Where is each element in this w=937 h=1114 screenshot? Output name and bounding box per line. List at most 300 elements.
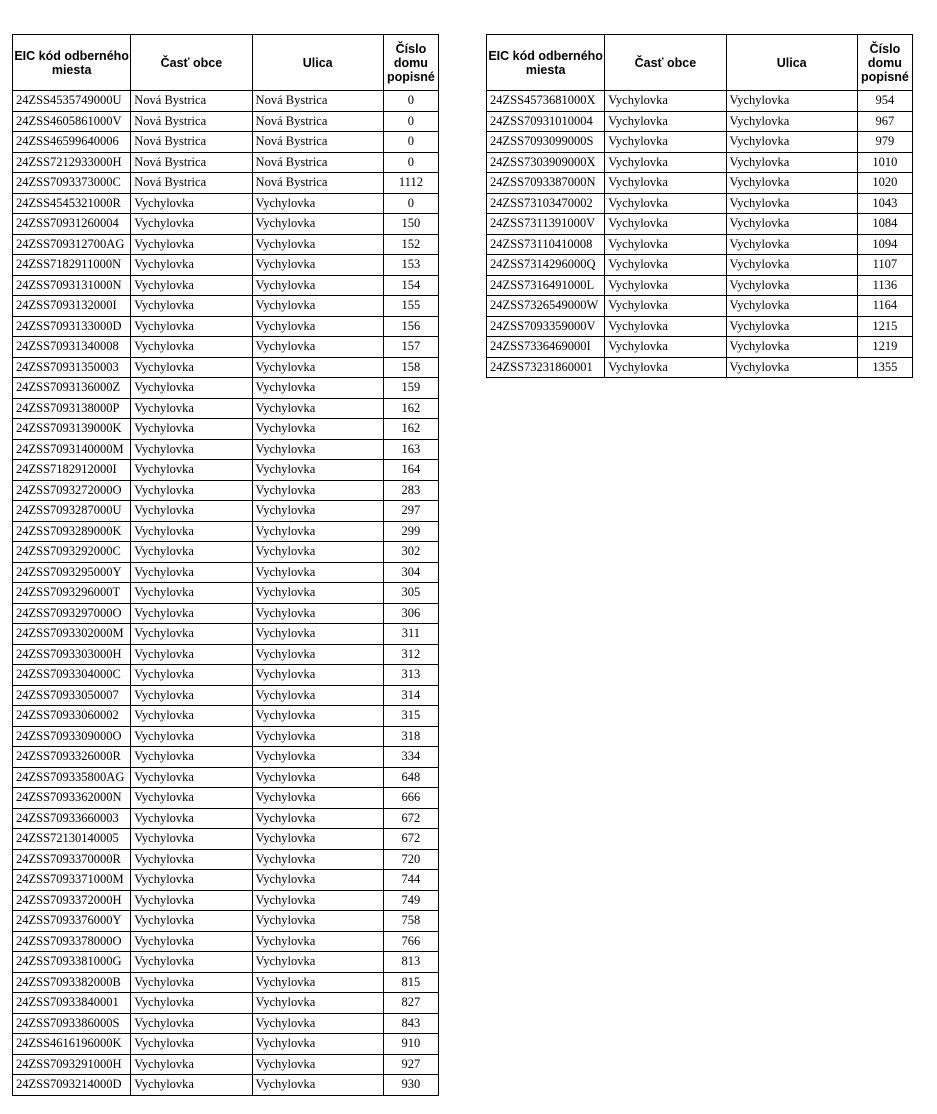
cell-part: Vychylovka	[131, 275, 252, 296]
cell-street: Vychylovka	[252, 726, 383, 747]
cell-part: Vychylovka	[131, 398, 252, 419]
table-row	[13, 808, 439, 829]
cell-number: 297	[383, 501, 438, 522]
cell-part: Vychylovka	[131, 357, 252, 378]
cell-street: Vychylovka	[252, 624, 383, 645]
cell-number: 672	[383, 808, 438, 829]
cell-street: Vychylovka	[252, 234, 383, 255]
cell-eic: 24ZSS4573681000X	[487, 91, 605, 112]
cell-eic: 24ZSS7093382000B	[13, 972, 131, 993]
cell-part: Vychylovka	[605, 234, 726, 255]
cell-street: Nová Bystrica	[252, 152, 383, 173]
cell-street: Vychylovka	[726, 234, 857, 255]
cell-number: 156	[383, 316, 438, 337]
cell-number: 0	[383, 152, 438, 173]
table-row	[13, 644, 439, 665]
table-row	[487, 111, 913, 132]
cell-number: 720	[383, 849, 438, 870]
cell-street: Vychylovka	[252, 296, 383, 317]
cell-eic: 24ZSS7093326000R	[13, 747, 131, 768]
cell-street: Vychylovka	[726, 173, 857, 194]
cell-number: 164	[383, 460, 438, 481]
header-eic: EIC kód odberného miesta	[13, 35, 131, 91]
cell-street: Vychylovka	[252, 480, 383, 501]
cell-eic: 24ZSS7093371000M	[13, 870, 131, 891]
cell-street: Nová Bystrica	[252, 111, 383, 132]
header-part: Časť obce	[131, 35, 252, 91]
cell-street: Vychylovka	[252, 808, 383, 829]
cell-number: 306	[383, 603, 438, 624]
cell-street: Vychylovka	[252, 1034, 383, 1055]
cell-street: Vychylovka	[252, 255, 383, 276]
cell-part: Vychylovka	[605, 111, 726, 132]
table-row	[13, 296, 439, 317]
cell-street: Vychylovka	[726, 316, 857, 337]
cell-part: Nová Bystrica	[131, 173, 252, 194]
cell-number: 163	[383, 439, 438, 460]
cell-number: 302	[383, 542, 438, 563]
cell-number: 299	[383, 521, 438, 542]
cell-number: 954	[857, 91, 912, 112]
cell-number: 1355	[857, 357, 912, 378]
cell-eic: 24ZSS7093292000C	[13, 542, 131, 563]
cell-number: 1020	[857, 173, 912, 194]
table-row	[13, 911, 439, 932]
cell-number: 758	[383, 911, 438, 932]
cell-eic: 24ZSS70933060002	[13, 706, 131, 727]
cell-number: 158	[383, 357, 438, 378]
cell-number: 0	[383, 193, 438, 214]
table-row	[13, 1013, 439, 1034]
cell-street: Vychylovka	[726, 296, 857, 317]
cell-part: Nová Bystrica	[131, 91, 252, 112]
cell-street: Nová Bystrica	[252, 91, 383, 112]
cell-number: 283	[383, 480, 438, 501]
cell-eic: 24ZSS72130140005	[13, 829, 131, 850]
cell-eic: 24ZSS7093373000C	[13, 173, 131, 194]
table-row	[487, 91, 913, 112]
cell-part: Vychylovka	[131, 460, 252, 481]
cell-street: Vychylovka	[726, 255, 857, 276]
cell-eic: 24ZSS7093386000S	[13, 1013, 131, 1034]
cell-part: Vychylovka	[131, 972, 252, 993]
cell-eic: 24ZSS7093295000Y	[13, 562, 131, 583]
cell-eic: 24ZSS70933840001	[13, 993, 131, 1014]
cell-eic: 24ZSS70931010004	[487, 111, 605, 132]
cell-street: Vychylovka	[252, 1054, 383, 1075]
cell-eic: 24ZSS70931340008	[13, 337, 131, 358]
cell-eic: 24ZSS4545321000R	[13, 193, 131, 214]
cell-street: Vychylovka	[252, 603, 383, 624]
cell-street: Vychylovka	[252, 337, 383, 358]
cell-number: 930	[383, 1075, 438, 1096]
cell-part: Vychylovka	[131, 911, 252, 932]
cell-eic: 24ZSS7093304000C	[13, 665, 131, 686]
cell-number: 315	[383, 706, 438, 727]
cell-number: 648	[383, 767, 438, 788]
cell-street: Vychylovka	[726, 193, 857, 214]
cell-part: Vychylovka	[605, 337, 726, 358]
table-body	[13, 91, 439, 1096]
cell-eic: 24ZSS7093296000T	[13, 583, 131, 604]
cell-part: Vychylovka	[131, 439, 252, 460]
table-row	[13, 316, 439, 337]
cell-street: Vychylovka	[252, 398, 383, 419]
cell-number: 666	[383, 788, 438, 809]
cell-street: Nová Bystrica	[252, 173, 383, 194]
cell-number: 827	[383, 993, 438, 1014]
cell-eic: 24ZSS7336469000I	[487, 337, 605, 358]
table-row	[13, 706, 439, 727]
cell-eic: 24ZSS73110410008	[487, 234, 605, 255]
cell-number: 843	[383, 1013, 438, 1034]
cell-street: Vychylovka	[252, 993, 383, 1014]
cell-street: Vychylovka	[252, 419, 383, 440]
table-row	[487, 357, 913, 378]
cell-part: Vychylovka	[131, 419, 252, 440]
table-row	[13, 521, 439, 542]
table-row	[13, 1075, 439, 1096]
table-row	[13, 419, 439, 440]
table-row	[13, 890, 439, 911]
cell-number: 967	[857, 111, 912, 132]
cell-part: Vychylovka	[131, 337, 252, 358]
cell-part: Vychylovka	[605, 255, 726, 276]
cell-street: Vychylovka	[252, 583, 383, 604]
cell-part: Vychylovka	[605, 316, 726, 337]
cell-part: Vychylovka	[131, 726, 252, 747]
cell-part: Nová Bystrica	[131, 152, 252, 173]
cell-part: Vychylovka	[131, 1054, 252, 1075]
cell-number: 150	[383, 214, 438, 235]
cell-number: 313	[383, 665, 438, 686]
cell-street: Vychylovka	[252, 460, 383, 481]
table-row	[13, 337, 439, 358]
cell-number: 910	[383, 1034, 438, 1055]
cell-eic: 24ZSS709312700AG	[13, 234, 131, 255]
table-row	[13, 111, 439, 132]
cell-part: Vychylovka	[131, 378, 252, 399]
cell-street: Vychylovka	[252, 193, 383, 214]
table-row	[13, 234, 439, 255]
cell-number: 162	[383, 398, 438, 419]
table-row	[487, 132, 913, 153]
cell-number: 749	[383, 890, 438, 911]
cell-street: Vychylovka	[252, 890, 383, 911]
cell-part: Vychylovka	[605, 193, 726, 214]
table-row	[13, 685, 439, 706]
cell-number: 305	[383, 583, 438, 604]
table-row	[13, 747, 439, 768]
cell-part: Vychylovka	[131, 214, 252, 235]
cell-eic: 24ZSS7093272000O	[13, 480, 131, 501]
cell-part: Vychylovka	[605, 214, 726, 235]
cell-part: Vychylovka	[131, 665, 252, 686]
cell-eic: 24ZSS7093132000I	[13, 296, 131, 317]
cell-number: 815	[383, 972, 438, 993]
table-row	[13, 665, 439, 686]
table-row	[487, 193, 913, 214]
cell-eic: 24ZSS7303909000X	[487, 152, 605, 173]
cell-eic: 24ZSS7314296000Q	[487, 255, 605, 276]
table-row	[13, 624, 439, 645]
cell-street: Vychylovka	[252, 501, 383, 522]
cell-number: 1136	[857, 275, 912, 296]
cell-number: 766	[383, 931, 438, 952]
cell-number: 162	[383, 419, 438, 440]
cell-number: 979	[857, 132, 912, 153]
cell-number: 1215	[857, 316, 912, 337]
cell-eic: 24ZSS73231860001	[487, 357, 605, 378]
cell-number: 154	[383, 275, 438, 296]
cell-part: Vychylovka	[131, 255, 252, 276]
cell-part: Vychylovka	[131, 316, 252, 337]
table-row	[13, 152, 439, 173]
cell-eic: 24ZSS7093099000S	[487, 132, 605, 153]
cell-number: 1219	[857, 337, 912, 358]
table-row	[13, 214, 439, 235]
table-row	[13, 767, 439, 788]
cell-number: 334	[383, 747, 438, 768]
table-row	[13, 398, 439, 419]
cell-part: Vychylovka	[605, 132, 726, 153]
table-header-row	[13, 35, 439, 91]
cell-eic: 24ZSS7093214000D	[13, 1075, 131, 1096]
table-row	[13, 501, 439, 522]
cell-street: Vychylovka	[252, 562, 383, 583]
cell-eic: 24ZSS70931350003	[13, 357, 131, 378]
cell-street: Vychylovka	[252, 706, 383, 727]
cell-number: 0	[383, 111, 438, 132]
cell-eic: 24ZSS7093303000H	[13, 644, 131, 665]
cell-eic: 24ZSS7326549000W	[487, 296, 605, 317]
table-row	[13, 439, 439, 460]
table-body	[487, 91, 913, 378]
cell-part: Vychylovka	[131, 644, 252, 665]
cell-street: Vychylovka	[252, 911, 383, 932]
cell-street: Vychylovka	[252, 767, 383, 788]
cell-eic: 24ZSS7093131000N	[13, 275, 131, 296]
cell-part: Vychylovka	[131, 685, 252, 706]
cell-number: 813	[383, 952, 438, 973]
cell-part: Vychylovka	[131, 562, 252, 583]
cell-eic: 24ZSS7093287000U	[13, 501, 131, 522]
cell-eic: 24ZSS70933050007	[13, 685, 131, 706]
cell-number: 672	[383, 829, 438, 850]
table-row	[13, 788, 439, 809]
cell-eic: 24ZSS7093359000V	[487, 316, 605, 337]
cell-eic: 24ZSS7093362000N	[13, 788, 131, 809]
cell-number: 318	[383, 726, 438, 747]
cell-eic: 24ZSS46599640006	[13, 132, 131, 153]
cell-part: Vychylovka	[131, 870, 252, 891]
cell-eic: 24ZSS7093289000K	[13, 521, 131, 542]
cell-number: 1094	[857, 234, 912, 255]
cell-street: Vychylovka	[252, 1075, 383, 1096]
table-row	[13, 931, 439, 952]
table-row	[13, 357, 439, 378]
cell-part: Vychylovka	[131, 788, 252, 809]
table-row	[13, 562, 439, 583]
cell-eic: 24ZSS7311391000V	[487, 214, 605, 235]
cell-part: Vychylovka	[605, 152, 726, 173]
cell-street: Vychylovka	[252, 214, 383, 235]
cell-street: Vychylovka	[726, 152, 857, 173]
cell-part: Vychylovka	[131, 1034, 252, 1055]
cell-street: Vychylovka	[726, 111, 857, 132]
cell-street: Vychylovka	[252, 788, 383, 809]
cell-part: Vychylovka	[131, 849, 252, 870]
cell-street: Vychylovka	[252, 439, 383, 460]
cell-part: Vychylovka	[131, 1013, 252, 1034]
cell-street: Vychylovka	[252, 542, 383, 563]
cell-street: Vychylovka	[726, 214, 857, 235]
cell-street: Vychylovka	[726, 132, 857, 153]
cell-number: 1010	[857, 152, 912, 173]
cell-number: 155	[383, 296, 438, 317]
cell-part: Vychylovka	[131, 193, 252, 214]
cell-part: Vychylovka	[131, 624, 252, 645]
cell-street: Vychylovka	[252, 972, 383, 993]
cell-number: 927	[383, 1054, 438, 1075]
table-row	[13, 255, 439, 276]
table-row	[13, 870, 439, 891]
cell-eic: 24ZSS7093309000O	[13, 726, 131, 747]
cell-number: 312	[383, 644, 438, 665]
cell-eic: 24ZSS7093387000N	[487, 173, 605, 194]
cell-number: 744	[383, 870, 438, 891]
cell-street: Vychylovka	[252, 1013, 383, 1034]
table-row	[13, 378, 439, 399]
cell-eic: 24ZSS709335800AG	[13, 767, 131, 788]
table-row	[487, 275, 913, 296]
table-row	[487, 255, 913, 276]
cell-number: 1107	[857, 255, 912, 276]
cell-eic: 24ZSS7093378000O	[13, 931, 131, 952]
table-row	[13, 849, 439, 870]
cell-number: 153	[383, 255, 438, 276]
cell-eic: 24ZSS70933660003	[13, 808, 131, 829]
cell-street: Vychylovka	[252, 644, 383, 665]
table-row	[487, 316, 913, 337]
cell-number: 0	[383, 91, 438, 112]
table-row	[13, 275, 439, 296]
cell-part: Vychylovka	[131, 521, 252, 542]
cell-eic: 24ZSS7093376000Y	[13, 911, 131, 932]
cell-street: Vychylovka	[726, 337, 857, 358]
cell-eic: 24ZSS4605861000V	[13, 111, 131, 132]
cell-part: Nová Bystrica	[131, 132, 252, 153]
cell-number: 157	[383, 337, 438, 358]
cell-part: Vychylovka	[131, 542, 252, 563]
table-row	[13, 726, 439, 747]
cell-eic: 24ZSS7182911000N	[13, 255, 131, 276]
cell-part: Vychylovka	[131, 808, 252, 829]
cell-eic: 24ZSS70931260004	[13, 214, 131, 235]
table-row	[487, 152, 913, 173]
table-row	[487, 173, 913, 194]
table-row	[13, 460, 439, 481]
table-row	[13, 132, 439, 153]
cell-street: Vychylovka	[726, 91, 857, 112]
cell-number: 1112	[383, 173, 438, 194]
header-part: Časť obce	[605, 35, 726, 91]
table-row	[487, 234, 913, 255]
cell-part: Vychylovka	[131, 480, 252, 501]
cell-number: 314	[383, 685, 438, 706]
table-row	[13, 603, 439, 624]
cell-street: Vychylovka	[726, 275, 857, 296]
cell-part: Vychylovka	[131, 603, 252, 624]
cell-part: Vychylovka	[605, 91, 726, 112]
cell-street: Vychylovka	[252, 378, 383, 399]
cell-number: 304	[383, 562, 438, 583]
cell-part: Vychylovka	[131, 829, 252, 850]
cell-street: Vychylovka	[252, 665, 383, 686]
cell-part: Vychylovka	[131, 296, 252, 317]
header-number: Číslo domu popisné	[383, 35, 438, 91]
table-header-row	[487, 35, 913, 91]
table-row	[13, 173, 439, 194]
cell-part: Vychylovka	[131, 234, 252, 255]
cell-part: Vychylovka	[605, 296, 726, 317]
table-row	[13, 1034, 439, 1055]
table-row	[13, 91, 439, 112]
table-row	[13, 480, 439, 501]
cell-part: Vychylovka	[605, 275, 726, 296]
cell-part: Vychylovka	[605, 173, 726, 194]
cell-part: Vychylovka	[131, 890, 252, 911]
header-street: Ulica	[726, 35, 857, 91]
header-street: Ulica	[252, 35, 383, 91]
cell-eic: 24ZSS7212933000H	[13, 152, 131, 173]
table-row	[13, 583, 439, 604]
cell-number: 0	[383, 132, 438, 153]
cell-eic: 24ZSS4535749000U	[13, 91, 131, 112]
cell-number: 159	[383, 378, 438, 399]
cell-number: 1164	[857, 296, 912, 317]
cell-street: Vychylovka	[252, 685, 383, 706]
table-row	[13, 542, 439, 563]
table-row	[13, 193, 439, 214]
cell-part: Vychylovka	[131, 993, 252, 1014]
table-row	[13, 829, 439, 850]
cell-eic: 24ZSS7093302000M	[13, 624, 131, 645]
cell-number: 1043	[857, 193, 912, 214]
cell-street: Vychylovka	[252, 357, 383, 378]
cell-street: Vychylovka	[252, 829, 383, 850]
cell-street: Vychylovka	[252, 316, 383, 337]
cell-eic: 24ZSS7316491000L	[487, 275, 605, 296]
cell-street: Vychylovka	[252, 931, 383, 952]
cell-street: Vychylovka	[252, 747, 383, 768]
cell-part: Vychylovka	[131, 931, 252, 952]
cell-street: Vychylovka	[252, 849, 383, 870]
table-row	[487, 296, 913, 317]
cell-part: Vychylovka	[605, 357, 726, 378]
cell-street: Vychylovka	[252, 952, 383, 973]
cell-eic: 24ZSS7093372000H	[13, 890, 131, 911]
cell-eic: 24ZSS7093291000H	[13, 1054, 131, 1075]
cell-eic: 24ZSS7093140000M	[13, 439, 131, 460]
cell-number: 1084	[857, 214, 912, 235]
delivery-points-table-right	[486, 34, 913, 378]
cell-eic: 24ZSS7093297000O	[13, 603, 131, 624]
cell-eic: 24ZSS7093136000Z	[13, 378, 131, 399]
cell-street: Vychylovka	[252, 521, 383, 542]
cell-eic: 24ZSS7093381000G	[13, 952, 131, 973]
table-row	[487, 214, 913, 235]
